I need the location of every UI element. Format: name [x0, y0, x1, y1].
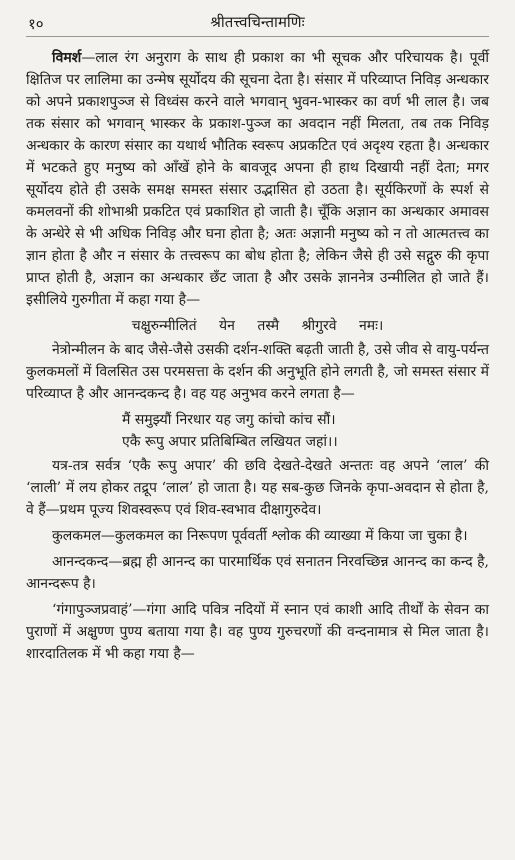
couplet-line-2: एकै रूपु अपार प्रतिबिम्बित लखियत जहां।। — [122, 434, 338, 450]
couplet — [122, 409, 489, 453]
running-title: श्रीतत्त्वचिन्तामणिः — [210, 13, 305, 31]
paragraph-vimarsh — [26, 47, 489, 311]
paragraph-yatra-tatra: यत्र-तत्र सर्वत्र ‘एकै रूपु अपार’ की छवि देखते-देखते अन्ततः वह अपने ‘लाल’ की ‘लाली’ में लय होकर तद्रूप ‘लाल’ हो जाता है। यह सब-कुछ जिनके कृपा-अवदान से होता है, वे हैं—प्रथम पूज्य शिवस्वरूप एवं शिव-स्वभाव दीक्षागुरुदेव। — [26, 458, 489, 518]
term-vimarsh: विमर्श — [52, 50, 82, 66]
couplet-line-1: मैं समुझ्यौं निरधार यह जगु कांचो कांच सौं। — [122, 412, 336, 428]
page-number: १० — [28, 15, 44, 33]
paragraph-ganga: ‘गंगापुञ्जप्रवाहं’—गंगा आदि पवित्र नदियों में स्नान एवं काशी आदि तीर्थों के सेवन का पुराणों में अक्षुण्ण पुण्य बताया गया है। वह पुण्य गुरुचरणों की वन्दनामात्र से मिल जाता है। शारदातिलक में भी कहा गया है— — [26, 602, 489, 662]
verse-guru-gita: चक्षुरुन्मीलितं येन तस्मै श्रीगुरवे नमः। — [131, 318, 384, 334]
paragraph-kulakamal: कुलकमल—कुलकमल का निरूपण पूर्ववर्ती श्लोक की व्याख्या में किया जा चुका है। — [52, 528, 468, 544]
page-header — [26, 8, 489, 37]
paragraph-vimarsh-text: —लाल रंग अनुराग के साथ ही प्रकाश का भी सूचक और परिचायक है। पूर्वी क्षितिज पर लालिमा का उन्मेष सूर्योदय की सूचना देता है। संसार में परिव्याप्त निविड़ अन्धकार को अपने प्रकाशपुञ्ज से विध्वंस करने वाले भगवान् भुवन-भास्कर का वर्ण भी लाल है। जब तक संसार को भगवान् भास्कर के प्रकाश-पुञ्ज का अवदान नहीं मिलता, तब तक निविड़ अन्धकार के कारण संसार का यथार्थ भौतिक स्वरूप अप्रकटित एवं अदृश्य रहता है। अन्धकार में भटकते हुए मनुष्य को आँखें होने के बावजूद अपना ही हाथ दिखायी नहीं देता; मगर सूर्योदय होते ही उसके समक्ष समस्त संसार उद्भासित हो उठता है। सूर्यकिरणों के स्पर्श से कमलवनों की शोभाश्री प्रकटित एवं प्रकाशित हो जाती है। चूँकि अज्ञान का अन्धकार अमावस के अन्धेरे से भी अधिक निविड़ और घना होता है; अतः अज्ञानी मनुष्य को न तो आत्मतत्त्व का ज्ञान होता है और न संसार के तत्त्वरूप का बोध होता है; लेकिन जैसे ही उसे सद्गुरु की कृपा प्राप्त होती है, अज्ञान का अन्धकार छँट जाता है और उसके ज्ञाननेत्र उन्मीलित हो जाते हैं। इसीलिये गुरुगीता में कहा गया है— — [26, 50, 489, 308]
paragraph-netronmilan: नेत्रोन्मीलन के बाद जैसे-जैसे उसकी दर्शन-शक्ति बढ़ती जाती है, उसे जीव से वायु-पर्यन्त कुलकमलों में विलसित उस परमसत्ता के दर्शन की अनुभूति होने लगती है, जो समस्त संसार में परिव्याप्त है और आनन्दकन्द है। वह यह अनुभव करने लगता है— — [26, 342, 489, 402]
paragraph-anandakand: आनन्दकन्द—ब्रह्म ही आनन्द का पारमार्थिक एवं सनातन निरवच्छिन्न आनन्द का कन्द है, आनन्दरूप है। — [26, 554, 489, 592]
